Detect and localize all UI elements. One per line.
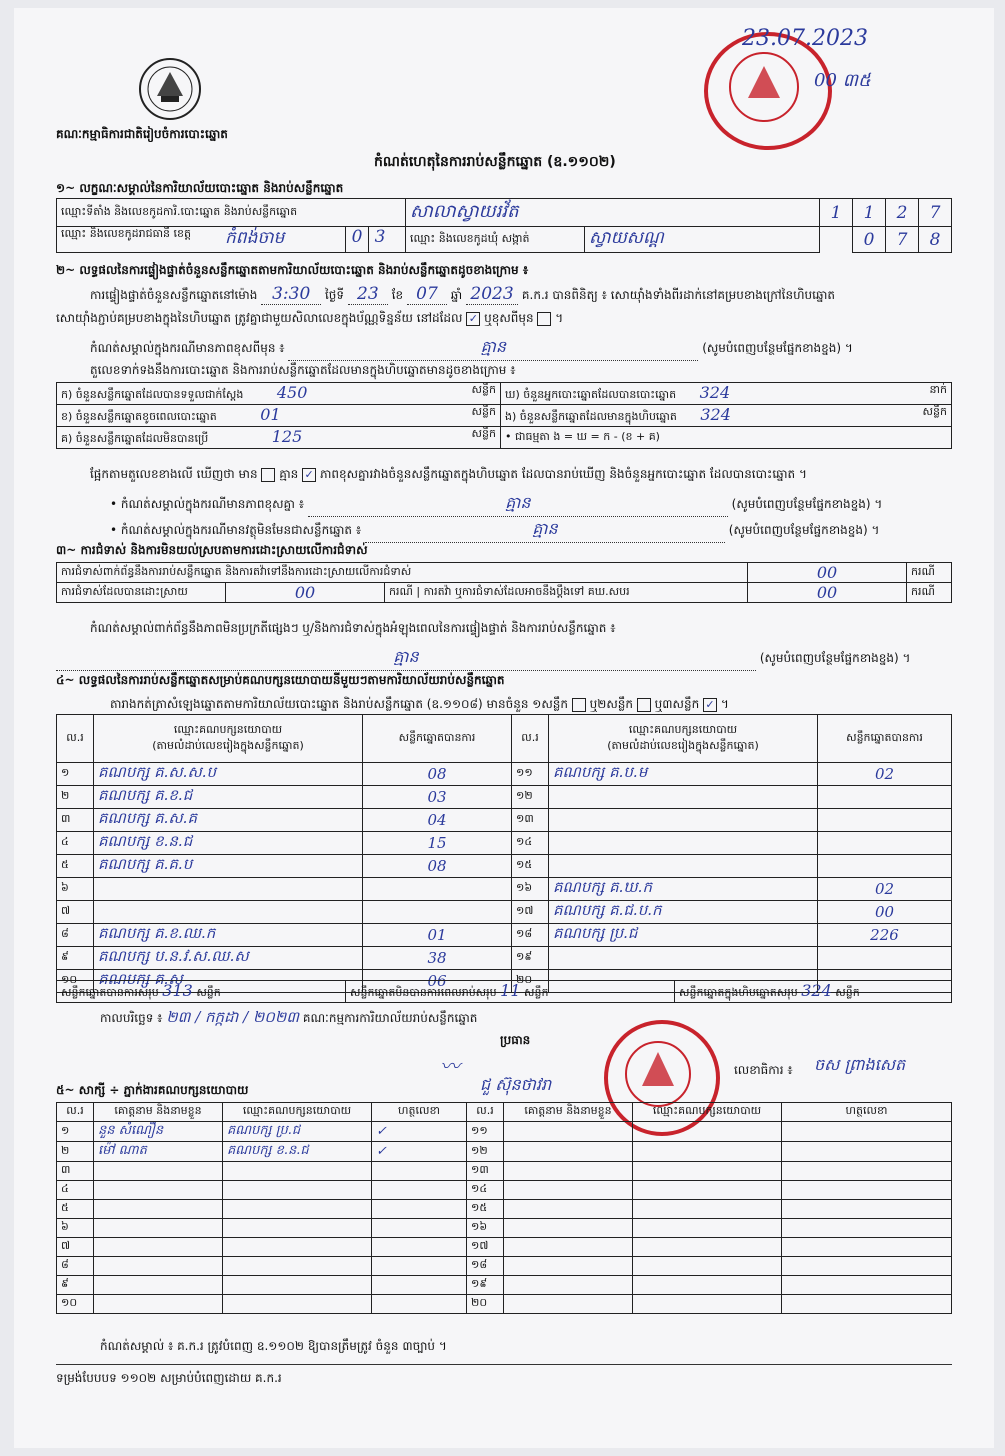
bullet-2-value: គ្មាន (365, 518, 725, 543)
committee-label: គណៈកម្មការការិយាល័យរាប់សន្លឹកឆ្នោត (302, 1011, 478, 1025)
witness-party (223, 1238, 372, 1257)
party-name (549, 786, 818, 809)
row-no: ១១ (467, 1122, 504, 1142)
party-name (94, 901, 363, 924)
witness-name (94, 1238, 223, 1257)
tally-sheets-line: តារាងកត់ត្រាសំឡេងឆ្នោតតាមការិយាល័យបោះឆ្នោត និងរាប់សន្លឹកឆ្នោត (ឧ.១១០៨) មានចំនួន ១សន្លឹក ឬ២សន្លឹក ឬ៣សន្លឹក ✓ ។ (110, 697, 729, 711)
witness-name (94, 1276, 223, 1295)
party-votes: 02 (818, 878, 952, 901)
received-value: 450 (276, 383, 308, 402)
total-box: 324 (801, 981, 832, 1000)
commune-value: ស្វាយសណ្ដ (585, 227, 820, 253)
results-row (57, 809, 952, 832)
in-box-label: ង) ចំនួនសន្លឹកឆ្នោតដែលមានក្នុងហិបឆ្នោត (505, 410, 677, 423)
col-no: ល.រ (57, 1103, 94, 1122)
party-name: គណបក្ស គ.ឃ.ក (549, 878, 818, 901)
col-signature: ហត្ថលេខា (782, 1103, 952, 1122)
witness-name (504, 1219, 633, 1238)
witness-party (633, 1276, 782, 1295)
bullet-2 (110, 518, 879, 543)
witness-signature (372, 1181, 467, 1200)
row-no: ៥ (57, 1200, 94, 1219)
chair-label: ប្រធាន (500, 1033, 531, 1047)
location-code-digit: 2 (886, 199, 919, 227)
party-votes (818, 786, 952, 809)
province-code-digit: 3 (368, 227, 391, 252)
witness-name (504, 1200, 633, 1219)
row-no: ១ (57, 763, 94, 786)
date-label: កាលបរិច្ឆេទ ៖ (100, 1011, 163, 1025)
party-name: គណបក្ស គ.ស.គ (94, 809, 363, 832)
unit: ករណី (389, 584, 413, 598)
verify-day-label: ថ្ងៃទី (325, 288, 345, 302)
unit: សន្លឹក (835, 986, 860, 999)
witness-signature (372, 1162, 467, 1181)
total-invalid: 11 (500, 981, 521, 1000)
section-1-heading: ១~ លក្ខណៈសម្គាល់នៃការិយាល័យបោះឆ្នោត និងរាប់សន្លឹកឆ្នោត (56, 181, 344, 195)
witness-name (94, 1181, 223, 1200)
totals-table (56, 980, 952, 1003)
witness-signature (782, 1200, 952, 1219)
col-no: ល.រ (512, 715, 549, 763)
row-no: ៦ (57, 1219, 94, 1238)
party-votes: 226 (818, 924, 952, 947)
spoiled-value: 01 (260, 405, 281, 424)
witness-signature (782, 1122, 952, 1142)
witness-row (57, 1162, 952, 1181)
witness-name (94, 1295, 223, 1314)
verify-month-label: ខែ (391, 288, 404, 302)
unused-value: 125 (271, 427, 303, 446)
row-no: ១២ (467, 1142, 504, 1162)
party-name: គណបក្ស គ.គ.ប (94, 855, 363, 878)
row-no: ១៧ (467, 1238, 504, 1257)
witness-name (94, 1219, 223, 1238)
col-votes: សន្លឹកឆ្នោតបានការ (818, 715, 952, 763)
bullet-1 (110, 492, 882, 517)
party-votes: 06 (363, 970, 512, 993)
resolved-value: 00 (226, 583, 385, 603)
total-box-label: សន្លឹកឆ្នោតក្នុងហិបឆ្នោតសរុប (679, 986, 798, 999)
results-row (57, 855, 952, 878)
unit: សន្លឹក (471, 383, 496, 396)
no-discrepancy-label: គ្មាន (279, 467, 299, 481)
witness-row (57, 1200, 952, 1219)
col-party: ឈ្មោះគណបក្សនយោបាយ (223, 1103, 372, 1122)
party-votes: 00 (818, 901, 952, 924)
has-discrepancy-checkbox[interactable] (261, 468, 275, 482)
witness-name (504, 1181, 633, 1200)
discrepancy-line (90, 466, 807, 484)
party-votes: 38 (363, 947, 512, 970)
fill-hint: (សូមបំពេញបន្ថែមផ្នែកខាងខ្នង) ។ (702, 341, 853, 355)
col-party: ឈ្មោះគណបក្សនយោបាយ (633, 1103, 782, 1122)
fill-hint: (សូមបំពេញបន្ថែមផ្នែកខាងខ្នង) ។ (731, 497, 883, 511)
party-votes (818, 809, 952, 832)
verify-text: គ.ក.រ បានពិនិត្យ ៖ សោយ៉ាំងទាំងពីរដាក់នៅគម្របខាងក្រៅនៃហិបឆ្នោត (521, 288, 835, 302)
witness-name (94, 1200, 223, 1219)
fill-hint: (សូមបំពេញបន្ថែមផ្នែកខាងខ្នង) ។ (759, 651, 911, 665)
three-sheets-label: ឬ៣សន្លឹក (654, 697, 700, 711)
witness-name (504, 1122, 633, 1142)
row-no: ២០ (512, 970, 549, 993)
total-valid: 313 (162, 981, 193, 1000)
changed-label: ឬខុសពីមុន (484, 311, 534, 325)
row-no: ១៩ (512, 947, 549, 970)
witness-signature (782, 1238, 952, 1257)
witness-signature: ✓ (372, 1142, 467, 1162)
witness-signature (782, 1181, 952, 1200)
three-sheets-checkbox[interactable]: ✓ (703, 698, 717, 712)
discrepancy-text: ភាពខុសគ្នារវាងចំនួនសន្លឹកឆ្នោតក្នុងហិបឆ្នោត ដែលបានរាប់ឃើញ និងចំនួនអ្នកបោះឆ្នោត ដែលបានបោះឆ្នោត ។ (319, 467, 807, 481)
irregularity-note-label: កំណត់សម្គាល់ពាក់ព័ន្ធនឹងភាពមិនប្រក្រតីផ្សេងៗ ឬ/និងការជំទាស់ក្នុងអំឡុងពេលនៃការផ្ទៀងផ្ទាត់ និងការរាប់សន្លឹកឆ្នោត ៖ (90, 621, 616, 635)
form-note: ទម្រង់បែបបទ ១១០២ សម្រាប់បំពេញដោយ គ.ក.រ (56, 1371, 282, 1385)
row-no: ១០ (57, 970, 94, 993)
row-no: ១៤ (512, 832, 549, 855)
col-name: គោត្តនាម និងនាមខ្លួន (94, 1103, 223, 1122)
irregularity-note-line (56, 646, 952, 671)
form-title: កំណត់ហេតុនៃការរាប់សន្លឹកឆ្នោត (ឧ.១១០២) (374, 154, 616, 170)
unit: ករណី (907, 583, 952, 603)
witness-name (504, 1162, 633, 1181)
row-no: ១២ (512, 786, 549, 809)
witness-name (504, 1142, 633, 1162)
witness-name (504, 1276, 633, 1295)
party-name: គណបក្ស គ.ជ.ប.ក (549, 901, 818, 924)
unit: សន្លឹក (471, 405, 496, 418)
verify-time-label: ការផ្ទៀងផ្ទាត់ចំនួនសន្លឹកឆ្នោតនៅម៉ោង (90, 288, 258, 302)
witness-signature (372, 1257, 467, 1276)
discrepancy-label: ផ្អែកតាមតួលេខខាងលើ ឃើញថា មាន (90, 467, 258, 481)
commune-code-digit: 7 (886, 227, 919, 253)
col-party: ឈ្មោះគណបក្សនយោបាយ (173, 722, 283, 736)
witness-signature (782, 1276, 952, 1295)
secretary-name: ចស ព្រាងសេត (814, 1055, 906, 1074)
party-name: គណបក្ស ខ.ន.ជ (94, 832, 363, 855)
witness-name: នួន សំណឿន (94, 1122, 223, 1142)
row-no: ១១ (512, 763, 549, 786)
col-name: គោត្តនាម និងនាមខ្លួន (504, 1103, 633, 1122)
verify-time: 3:30 (261, 284, 321, 305)
witness-signature (372, 1238, 467, 1257)
witness-signature (782, 1219, 952, 1238)
seal-line: សោយ៉ាំងភ្ជាប់គម្របខាងក្នុងនៃហិបឆ្នោត ត្រូវគ្នាជាមួយសិលាលេខក្នុងប័ណ្ណទិន្នន័យ នៅដដែល ✓ ឬខុសពីមុន ។ (56, 311, 564, 325)
results-row (57, 901, 952, 924)
date-line (100, 1008, 477, 1030)
diff-note-line (90, 336, 950, 361)
province-label: ឈ្មោះ និងលេខកូដរាជធានី ខេត្ត (61, 227, 191, 240)
chair-signature: 〰 (440, 1054, 460, 1078)
witness-name: ម៉ៅ ណាត (94, 1142, 223, 1162)
witness-row (57, 1257, 952, 1276)
unit: នាក់ (929, 383, 947, 396)
witness-row (57, 1181, 952, 1200)
in-box-value: 324 (700, 405, 731, 424)
changed-checkbox[interactable] (537, 312, 551, 326)
irregularity-note-value: គ្មាន (56, 646, 756, 671)
col-party-sub: (តាមលំដាប់លេខរៀងក្នុងសន្លឹកឆ្នោត) (152, 738, 304, 752)
party-votes (818, 832, 952, 855)
secretary-label: លេខាធិការ ៖ (734, 1063, 793, 1077)
witness-signature (782, 1257, 952, 1276)
total-valid-label: សន្លឹកឆ្នោតបានការសរុប (61, 986, 159, 999)
witness-party (633, 1142, 782, 1162)
witness-party (633, 1162, 782, 1181)
unit: ករណី (907, 563, 952, 583)
row-no: ៦ (57, 878, 94, 901)
two-sheets-checkbox[interactable] (637, 698, 651, 712)
commune-code-digit: 0 (853, 227, 886, 253)
witness-signature (372, 1219, 467, 1238)
witness-signature (782, 1142, 952, 1162)
witness-name (504, 1238, 633, 1257)
col-no: ល.រ (57, 715, 94, 763)
witness-party (633, 1200, 782, 1219)
witness-party (223, 1200, 372, 1219)
witness-party (223, 1257, 372, 1276)
unit: សន្លឹក (524, 986, 549, 999)
fill-hint: (សូមបំពេញបន្ថែមផ្នែកខាងខ្នង) ។ (728, 523, 880, 537)
witness-name (94, 1162, 223, 1181)
party-votes: 15 (363, 832, 512, 855)
complaints-label: ការជំទាស់ពាក់ព័ន្ធនឹងការរាប់សន្លឹកឆ្នោត និងការតវ៉ាទៅនឹងការដោះស្រាយលើការជំទាស់ (57, 563, 748, 583)
stamp-note: 00 ៣៥ (814, 70, 871, 91)
party-name: គណបក្ស ប្រ.ជ (549, 924, 818, 947)
org-name: គណៈកម្មាធិការជាតិរៀបចំការបោះឆ្នោត (56, 127, 228, 141)
row-no: ១០ (57, 1295, 94, 1314)
party-votes (818, 855, 952, 878)
seal-text: សោយ៉ាំងភ្ជាប់គម្របខាងក្នុងនៃហិបឆ្នោត ត្រូវគ្នាជាមួយសិលាលេខក្នុងប័ណ្ណទិន្នន័យ នៅដដែល (56, 311, 463, 325)
row-no: ៣ (57, 809, 94, 832)
col-party-sub: (តាមលំដាប់លេខរៀងក្នុងសន្លឹកឆ្នោត) (607, 738, 759, 752)
party-votes: 01 (363, 924, 512, 947)
party-votes: 08 (363, 763, 512, 786)
row-no: ៧ (57, 901, 94, 924)
witness-signature: ✓ (372, 1122, 467, 1142)
results-row (57, 832, 952, 855)
total-invalid-label: សន្លឹកឆ្នោតមិនបានការពេលរាប់សរុប (350, 986, 497, 999)
location-code-digit: 7 (919, 199, 952, 227)
verify-year-label: ឆ្នាំ (450, 288, 463, 302)
witness-party: គណបក្ស ប្រ.ជ (223, 1122, 372, 1142)
commune-code-digit: 8 (919, 227, 952, 253)
bullet-1-value: គ្មាន (308, 492, 728, 517)
party-votes: 03 (363, 786, 512, 809)
witness-row (57, 1276, 952, 1295)
section-2-heading: ២~ លទ្ធផលនៃការផ្ទៀងផ្ទាត់ចំនួនសន្លឹកឆ្នោតតាមការិយាល័យបោះឆ្នោត និងរាប់សន្លឹកឆ្នោតដូចខាងក្រោម ៖ (56, 263, 529, 277)
results-row (57, 878, 952, 901)
row-no: ១៥ (512, 855, 549, 878)
party-name: គណបក្ស ប.ន.វ.ស.ឈ.ស (94, 947, 363, 970)
spoiled-label: ខ) ចំនួនសន្លឹកឆ្នោតខូចពេលបោះឆ្នោត (61, 410, 217, 423)
section-4-heading: ៤~ លទ្ធផលនៃការរាប់សន្លឹកឆ្នោតសម្រាប់គណបក្សនយោបាយនីមួយៗតាមការិយាល័យរាប់សន្លឹកឆ្នោត (56, 673, 505, 687)
witness-party (633, 1219, 782, 1238)
witness-signature (372, 1276, 467, 1295)
row-no: ៧ (57, 1238, 94, 1257)
row-no: ៩ (57, 947, 94, 970)
figures-table (56, 382, 952, 449)
one-sheet-checkbox[interactable] (572, 698, 586, 712)
party-name: គណបក្ស គ.ខ.ឈ.ក (94, 924, 363, 947)
row-no: ១៣ (467, 1162, 504, 1181)
row-no: ៩ (57, 1276, 94, 1295)
witness-party (633, 1238, 782, 1257)
results-row (57, 924, 952, 947)
witness-party (223, 1162, 372, 1181)
chair-name: ជួ ស៊ុនថាវរា (480, 1075, 552, 1094)
witness-party: គណបក្ស ខ.ន.ជ (223, 1142, 372, 1162)
two-sheets-label: ឬ២សន្លឹក (589, 697, 634, 711)
resolved-label: ការជំទាស់ដែលបានដោះស្រាយ (57, 583, 226, 603)
commune-label: ឈ្មោះ និងលេខកូដឃុំ សង្កាត់ (406, 227, 585, 253)
stamp-date: 23.07.2023 (742, 26, 868, 51)
party-name (94, 878, 363, 901)
party-votes: 02 (818, 763, 952, 786)
witness-party (223, 1276, 372, 1295)
party-name: គណបក្ស គ.ប.ម (549, 763, 818, 786)
witness-signature (782, 1162, 952, 1181)
bullet-2-label: • កំណត់សម្គាល់ក្នុងករណីមានវត្ថុមិនមែនជាសន្លឹកឆ្នោត ៖ (110, 523, 362, 537)
witness-table (56, 1102, 952, 1314)
results-row (57, 763, 952, 786)
section-3-heading: ៣~ ការជំទាស់ និងការមិនយល់ស្របតាមការដោះស្រាយលើការជំទាស់ (56, 543, 368, 557)
row-no: ១៨ (467, 1257, 504, 1276)
col-signature: ហត្ថលេខា (372, 1103, 467, 1122)
col-party: ឈ្មោះគណបក្សនយោបាយ (628, 722, 738, 736)
row-no: ១ (57, 1122, 94, 1142)
row-no: ១៩ (467, 1276, 504, 1295)
row-no: ៤ (57, 1181, 94, 1200)
witness-name (94, 1257, 223, 1276)
party-name (549, 855, 818, 878)
witness-row (57, 1142, 952, 1162)
witness-signature (782, 1295, 952, 1314)
row-no: ៨ (57, 1257, 94, 1276)
nec-emblem-icon (137, 56, 203, 122)
verify-line (90, 284, 835, 305)
diff-note-label: កំណត់សម្គាល់ក្នុងករណីមានភាពខុសពីមុន ៖ (90, 341, 285, 355)
row-no: ១៧ (512, 901, 549, 924)
verify-year: 2023 (466, 284, 518, 305)
witness-row (57, 1219, 952, 1238)
location-table (56, 198, 952, 253)
row-no: ១៣ (512, 809, 549, 832)
row-no: ៤ (57, 832, 94, 855)
ballot-count-form (14, 8, 994, 1448)
witness-row (57, 1238, 952, 1257)
no-discrepancy-checkbox[interactable]: ✓ (302, 468, 316, 482)
witness-party (223, 1295, 372, 1314)
results-table (56, 714, 952, 993)
results-row (57, 947, 952, 970)
tally-sheets-label: តារាងកត់ត្រាសំឡេងឆ្នោតតាមការិយាល័យបោះឆ្នោត និងរាប់សន្លឹកឆ្នោត (ឧ.១១០៨) មានចំនួន ១សន្លឹក (110, 697, 568, 711)
location-label: ឈ្មោះទីតាំង និងលេខកូដការិ.បោះឆ្នោត និងរាប់សន្លឹកឆ្នោត (57, 199, 406, 227)
witness-row (57, 1295, 952, 1314)
unused-label: គ) ចំនួនសន្លឹកឆ្នោតដែលមិនបានប្រើ (61, 432, 209, 445)
results-row (57, 786, 952, 809)
witness-party (633, 1257, 782, 1276)
voters-label: ឃ) ចំនួនអ្នកបោះឆ្នោតដែលបានបោះឆ្នោត (505, 388, 677, 401)
voters-value: 324 (699, 383, 731, 402)
row-no: ៣ (57, 1162, 94, 1181)
party-name: គណបក្ស គ.ស (94, 970, 363, 993)
col-votes: សន្លឹកឆ្នោតបានការ (363, 715, 512, 763)
location-code-digit: 1 (853, 199, 886, 227)
location-code-digit: 1 (820, 199, 853, 227)
witness-party (223, 1181, 372, 1200)
figures-intro: តួលេខទាក់ទងនឹងការបោះឆ្នោត និងការរាប់សន្លឹកឆ្នោតដែលមានក្នុងហិបឆ្នោតមានដូចខាងក្រោម ៖ (90, 363, 516, 377)
row-no: ៨ (57, 924, 94, 947)
row-no: ២ (57, 786, 94, 809)
footnote: កំណត់សម្គាល់ ៖ គ.ក.រ ត្រូវបំពេញ ឧ.១១០២ ឱ្យបានត្រឹមត្រូវ ចំនួន ៣ច្បាប់ ។ (100, 1339, 447, 1353)
col-no: ល.រ (467, 1103, 504, 1122)
formula: • ជាធម្មតា ង = ឃ = ក - (ខ + គ) (501, 427, 952, 449)
same-checkbox[interactable]: ✓ (466, 312, 480, 326)
party-name (549, 809, 818, 832)
complaints-table: ការជំទាស់ពាក់ព័ន្ធនឹងការរាប់សន្លឹកឆ្នោត និងការតវ៉ាទៅនឹងការដោះស្រាយលើការជំទាស់ 00 ករណី ការជំទាស់ដែលបានដោះស្រាយ 00 ករណី | ការតវ៉ា ឬការជំទាស់ដែលអាចនឹងប្តឹងទៅ គឃ.សបរ 00 ករណី (56, 562, 952, 603)
row-no: ១៥ (467, 1200, 504, 1219)
witness-party (223, 1219, 372, 1238)
witness-row (57, 1122, 952, 1142)
unit: សន្លឹក (196, 986, 221, 999)
witness-party (633, 1295, 782, 1314)
section-5-heading: ៥~ សាក្សី ÷ ភ្នាក់ងារគណបក្សនយោបាយ (56, 1083, 249, 1097)
party-votes: 04 (363, 809, 512, 832)
verify-day: 23 (348, 284, 388, 305)
witness-name (504, 1295, 633, 1314)
row-no: ១៤ (467, 1181, 504, 1200)
party-name: គណបក្ស គ.ស.ស.ប (94, 763, 363, 786)
verify-month: 07 (407, 284, 447, 305)
party-votes: 08 (363, 855, 512, 878)
complaints-value: 00 (748, 563, 907, 583)
row-no: ២០ (467, 1295, 504, 1314)
party-votes (363, 901, 512, 924)
province-value: កំពង់ចាម (225, 228, 285, 248)
party-name (549, 947, 818, 970)
bullet-1-label: • កំណត់សម្គាល់ក្នុងករណីមានភាពខុសគ្នា ៖ (110, 497, 305, 511)
party-name (549, 832, 818, 855)
appeals-label: ការតវ៉ា ឬការជំទាស់ដែលអាចនឹងប្តឹងទៅ គឃ.សបរ (423, 584, 630, 598)
witness-party (633, 1122, 782, 1142)
party-votes (363, 878, 512, 901)
witness-signature (372, 1295, 467, 1314)
party-name: គណបក្ស គ.ខ.ជ (94, 786, 363, 809)
party-votes (818, 947, 952, 970)
row-no: ៥ (57, 855, 94, 878)
date-value: ២៣ / កក្កដា / ២០២៣ (166, 1008, 300, 1026)
row-no: ២ (57, 1142, 94, 1162)
province-code-digit: 0 (345, 227, 368, 252)
received-label: ក) ចំនួនសន្លឹកឆ្នោតដែលបានទទួលជាក់ស្តែង (61, 388, 244, 401)
witness-name (504, 1257, 633, 1276)
row-no: ១៦ (467, 1219, 504, 1238)
stamp-emblem-icon (708, 36, 820, 138)
diff-note-value: គ្មាន (288, 336, 698, 361)
witness-party (633, 1181, 782, 1200)
witness-signature (372, 1200, 467, 1219)
unit: សន្លឹក (471, 427, 496, 440)
location-value: សាលាស្វាយរវ័ត (406, 199, 820, 227)
row-no: ១៦ (512, 878, 549, 901)
row-no: ១៨ (512, 924, 549, 947)
appeals-value: 00 (748, 583, 907, 603)
unit: សន្លឹក (922, 405, 947, 418)
